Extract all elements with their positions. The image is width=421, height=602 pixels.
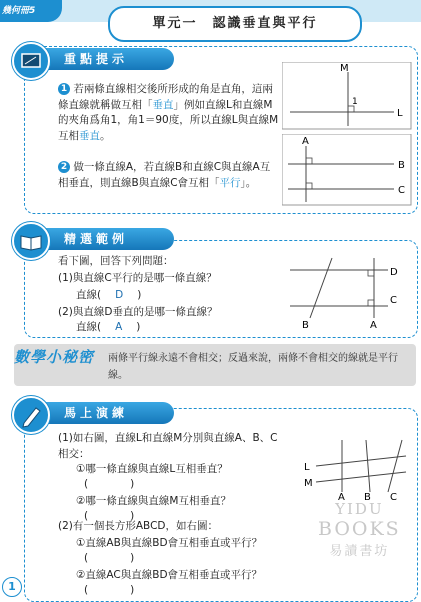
book-badge: 幾何冊5 [0,0,62,22]
example-heading: 精選範例 [22,228,174,250]
practice-label-m: M [304,478,313,489]
practice-q2a: ①直線AB與直線BD會互相垂直或平行？ [76,537,263,549]
number-1-icon: 1 [58,83,70,95]
book-icon [12,222,50,260]
fig1-label-m: M [340,63,349,74]
example-label-b: B [302,320,309,330]
practice-q1a-blank[interactable]: ( ) [84,478,135,490]
key-points-heading: 重點提示 [22,48,174,70]
math-secret-title: 數學小秘密 [14,348,95,366]
practice-q1a: ①哪一條直線與直線L互相垂直？ [76,463,228,475]
practice-q1b-blank[interactable]: ( ) [84,510,135,522]
fig2-label-c: C [398,185,405,196]
practice-q2a-blank[interactable]: ( ) [84,552,135,564]
key-point-1: 1 若兩條直線相交後所形成的角是直角，這兩條直線就稱做互相「垂直」例如直線L和直線M的夾角爲角1，角1＝90度，所以直線L與直線M互相垂直。 [58,83,279,142]
perpendicular-figure [282,62,412,130]
page-number: 1 [2,577,22,597]
watermark: YIDU BOOKS 易讀書坊 [318,500,401,559]
practice-label-l: L [304,462,310,473]
fig2-label-a: A [302,136,309,147]
practice-q2b: ②直線AC與直線BD會互相垂直或平行？ [76,569,263,581]
practice-heading: 馬上演練 [22,402,174,424]
example-q1-answer-line: 直線( D ) [76,289,142,301]
page-title: 單元一 認識垂直與平行 [108,6,362,42]
math-secret-text: 兩條平行線永遠不會相交；反過來說，兩條不會相交的線就是平行線。 [108,353,398,381]
practice-label-b: B [364,492,371,500]
pencil-icon [12,396,50,434]
fig1-label-l: L [397,108,403,119]
practice-q2: (2)有一個長方形ABCD，如右圖： [58,520,218,532]
parallel-figure [282,134,412,206]
fig1-label-angle: 1 [352,97,358,107]
blackboard-icon [12,42,50,80]
example-q2-answer: A [115,321,123,333]
practice-label-c: C [390,492,397,500]
example-q1-answer: D [115,289,124,301]
practice-q2b-blank[interactable]: ( ) [84,584,135,596]
fig2-label-b: B [398,160,405,171]
number-2-icon: 2 [58,161,70,173]
example-q1: (1)與直線C平行的是哪一條直線？ [58,272,217,284]
practice-label-a: A [338,492,345,500]
example-q2: (2)與直線D垂直的是哪一條直線？ [58,306,218,318]
example-figure [282,254,412,330]
practice-q1b: ②哪一條直線與直線M互相垂直？ [76,495,231,507]
example-q2-answer-line: 直線( A ) [76,321,141,333]
practice-q1: (1)如右圖，直線L和直線M分別與直線A、B、C相交： [58,432,278,460]
practice-figure [302,436,408,500]
example-label-c: C [390,295,397,306]
example-label-d: D [390,267,398,278]
example-label-a: A [370,320,377,330]
example-prompt: 看下圖，回答下列問題： [58,255,174,267]
key-point-2: 2 做一條直線A，若直線B和直線C與直線A互相垂直，則直線B與直線C會互相「平行」。 [58,161,271,189]
